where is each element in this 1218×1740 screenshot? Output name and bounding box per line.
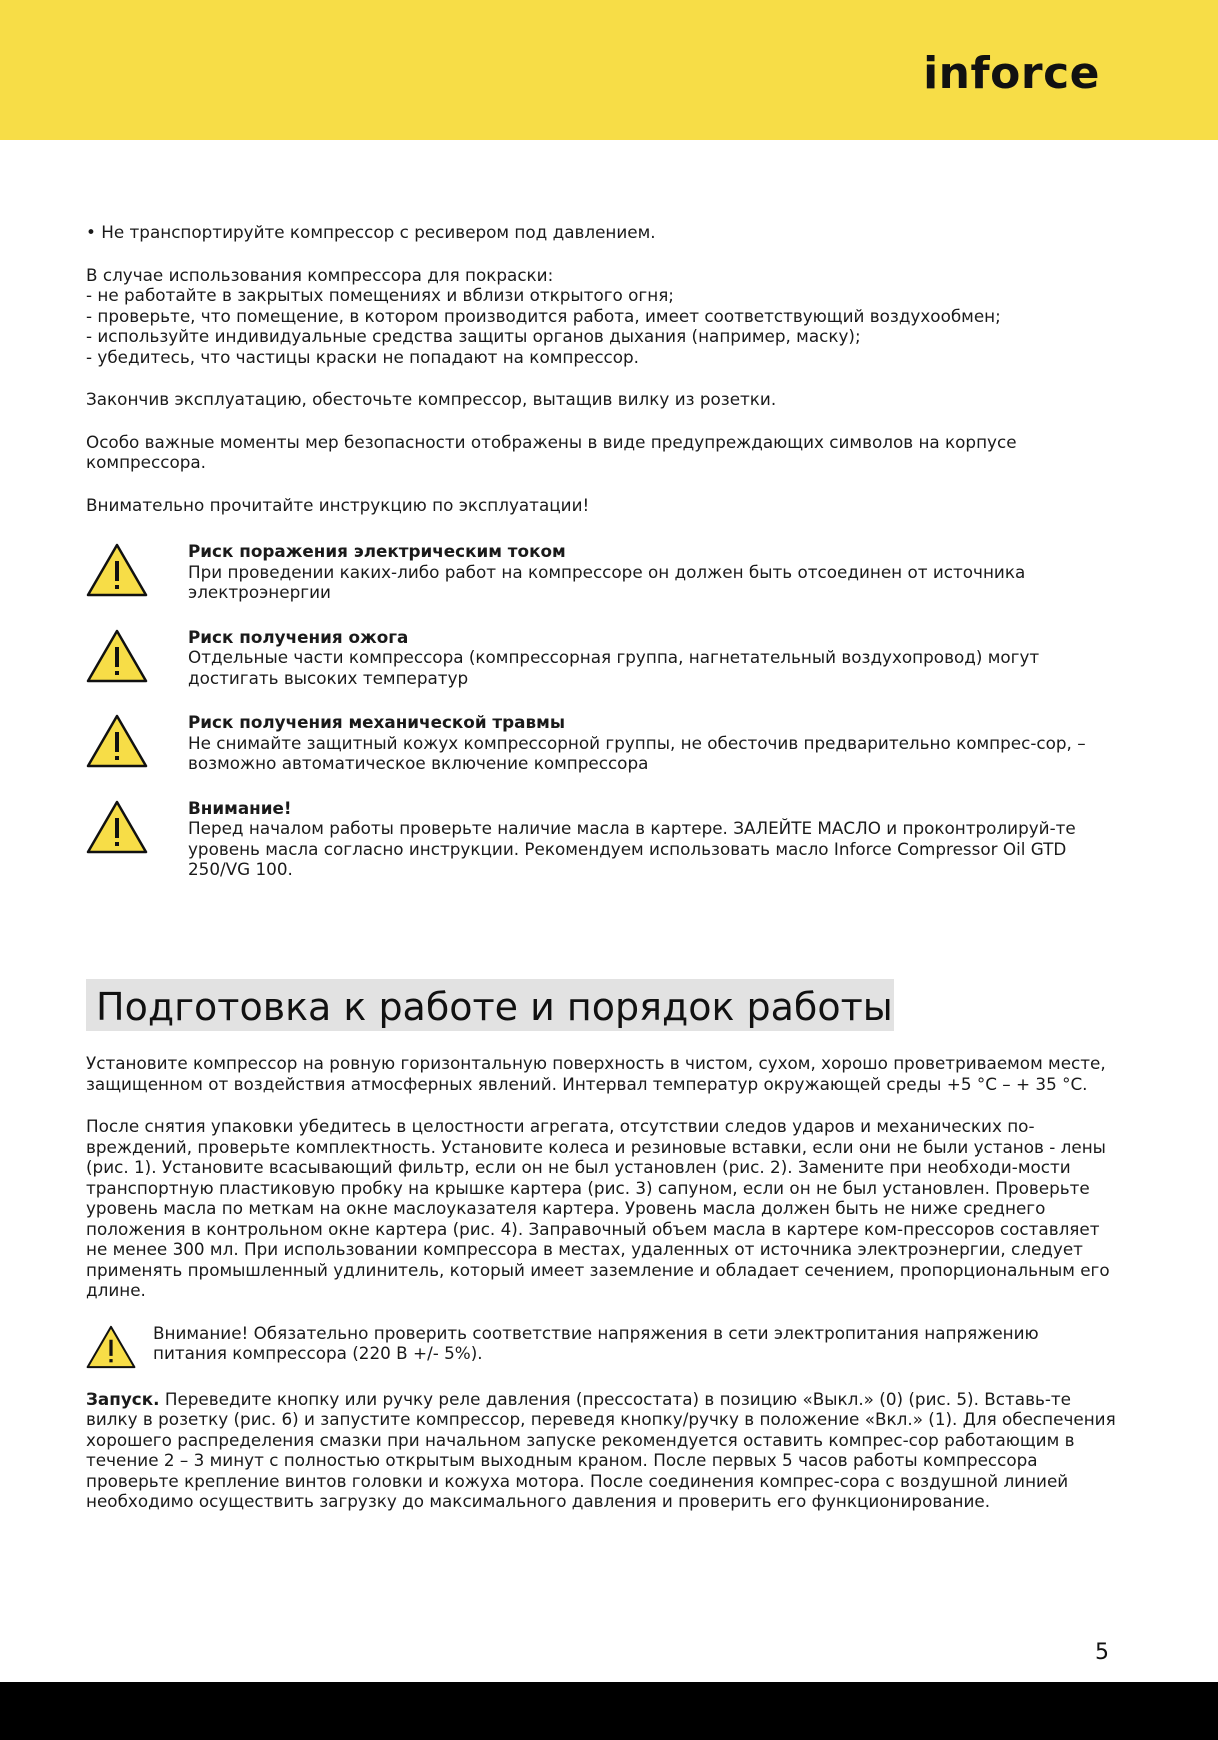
voltage-warning-text: Внимание! Обязательно проверить соответствие напряжения в сети электропитания напряжению питания компрессора (220 В +/- 5%). xyxy=(153,1322,1039,1363)
section-heading xyxy=(86,979,894,1031)
page-number: 5 xyxy=(1095,1640,1109,1665)
warning-body: Отдельные части компрессора (компрессорная группа, нагнетательный воздухопровод) могут достигать высоких температур xyxy=(188,647,1040,688)
warning-title: Внимание! xyxy=(188,797,292,818)
warning-oil xyxy=(86,798,1116,880)
warning-body: Перед началом работы проверьте наличие масла в картере. ЗАЛЕЙТЕ МАСЛО и проконтролируй-те уровень масла согласно инструкции. Рекомендуем использовать масло Inforce Compressor Oil GTD 250/VG 100. xyxy=(188,818,1076,879)
warning-text xyxy=(188,541,1116,603)
brand-logo: inforce xyxy=(923,48,1100,99)
symbols-note: Особо важные моменты мер безопасности отображены в виде предупреждающих символов на корпусе компрессора. xyxy=(86,431,1017,472)
warning-body: При проведении каких-либо работ на компрессоре он должен быть отсоединен от источника электроэнергии xyxy=(188,561,1026,602)
warning-text xyxy=(188,627,1116,689)
finish-note: Закончив эксплуатацию, обесточьте компрессор, вытащив вилку из розетки. xyxy=(86,389,777,409)
unpack-paragraph: После снятия упаковки убедитесь в целостности агрегата, отсутствии следов ударов и механических по-вреждений, проверьте комплектность. Установите колеса и резиновые вставки, если они не были установ - лены (рис. 1). Установите всасывающий фильтр, если он не был установлен (рис. 2). Замените при необходи-мости транспортную пластиковую пробку на крышке картера (рис. 3) сапуном, если он не был установлен. Проверьте уровень масла по меткам на окне маслоуказателя картера. Уровень масла должен быть не ниже среднего положения в контрольном окне картера (рис. 4). Заправочный объем масла в картере ком-прессоров составляет не менее 300 мл. При использовании компрессора в местах, удаленных от источника электроэнергии, следует применять промышленный удлинитель, который имеет заземление и обладает сечением, пропорциональным его длине. xyxy=(86,1116,1110,1300)
voltage-warning xyxy=(86,1323,1116,1369)
warning-electric xyxy=(86,541,1116,603)
safety-content xyxy=(86,222,1116,902)
install-paragraph: Установите компрессор на ровную горизонтальную поверхность в чистом, сухом, хорошо проветриваемом месте, защищенном от воздействия атмосферных явлений. Интервал температур окружающей среды +5 °С – + 35 °С. xyxy=(86,1053,1106,1094)
footer-band xyxy=(0,1682,1218,1740)
warning-title: Риск получения механической травмы xyxy=(188,712,566,732)
painting-item: - убедитесь, что частицы краски не попадают на компрессор. xyxy=(86,346,640,367)
painting-item: - не работайте в закрытых помещениях и вблизи открытого огня; xyxy=(86,285,674,305)
warning-title: Риск получения ожога xyxy=(188,626,409,647)
startup-text: Переведите кнопку или ручку реле давления (прессостата) в позицию «Выкл.» (0) (рис. 5). Вставь-те вилку в розетку (рис. 6) и запустите компрессор, переведя кнопку/ручку в положение «Вкл.» (1). Для обеспечения хорошего распределения смазки при начальном запуске рекомендуется оставить компрес-сор работающим в течение 2 – 3 минут с полностью открытым выходным краном. После первых 5 часов работы компрессора проверьте крепление винтов головки и кожуха мотора. После соединения компрес-сора с воздушной линией необходимо осуществить загрузку до максимального давления и проверить его функционирование. xyxy=(86,1388,1116,1511)
warning-text xyxy=(188,798,1116,880)
startup-paragraph xyxy=(86,1389,1116,1512)
warning-body: Не снимайте защитный кожух компрессорной группы, не обесточив предварительно компрес-сор, – возможно автоматическое включение компрессора xyxy=(188,732,1086,773)
painting-section xyxy=(86,265,1116,368)
painting-intro: В случае использования компрессора для покраски: xyxy=(86,264,554,285)
warning-triangle-icon xyxy=(86,629,148,683)
painting-item: - проверьте, что помещение, в котором производится работа, имеет соответствующий воздухообмен; xyxy=(86,305,1001,326)
startup-label: Запуск. xyxy=(86,1388,160,1409)
warning-burn xyxy=(86,627,1116,689)
warning-triangle-icon xyxy=(86,800,148,854)
warning-title: Риск поражения электрическим током xyxy=(188,541,566,561)
warning-triangle-icon xyxy=(86,714,148,768)
operation-content xyxy=(86,1053,1116,1512)
header-band xyxy=(0,0,1218,140)
transport-note: • Не транспортируйте компрессор с ресивером под давлением. xyxy=(86,222,656,242)
section-title: Подготовка к работе и порядок работы xyxy=(96,985,893,1029)
warning-mechanical xyxy=(86,712,1116,774)
read-note: Внимательно прочитайте инструкцию по эксплуатации! xyxy=(86,494,590,515)
painting-item: - используйте индивидуальные средства защиты органов дыхания (например, маску); xyxy=(86,326,861,346)
warning-text xyxy=(188,712,1116,774)
warning-triangle-icon xyxy=(86,543,148,597)
warning-triangle-icon xyxy=(86,1325,136,1369)
